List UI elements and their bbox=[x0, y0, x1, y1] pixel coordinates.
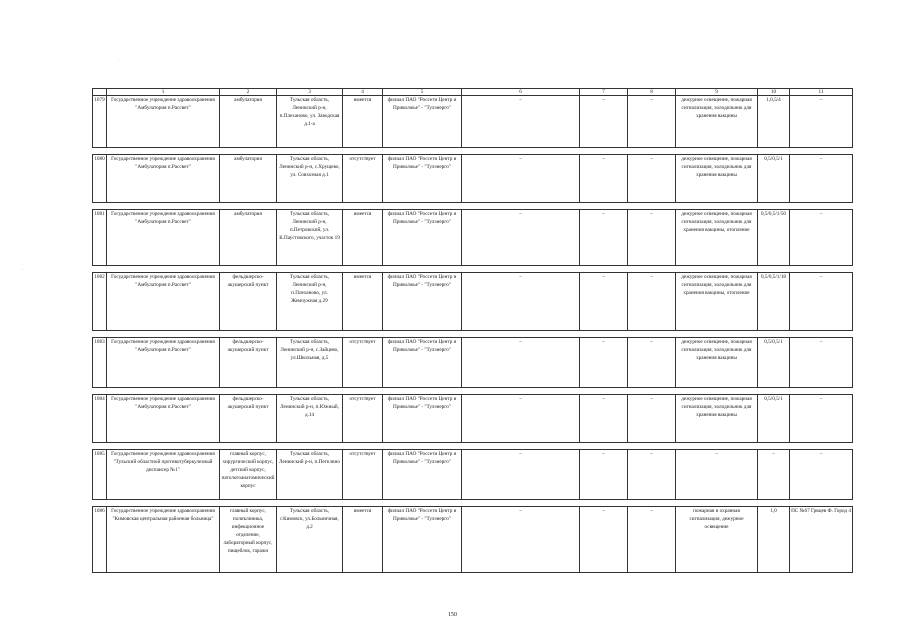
row-separator bbox=[93, 266, 853, 273]
table-cell: филиал ПАО "Россети Центр и Приволжье" - "Тулэнерго" bbox=[383, 338, 462, 388]
table-row bbox=[93, 395, 853, 443]
table-cell: дежурное освещение, пожарная сигнализация, холодильник для хранения вакцины, отопление bbox=[676, 210, 758, 266]
header-cell: 5 bbox=[383, 89, 462, 96]
table-cell: – bbox=[628, 96, 676, 148]
table-cell: – bbox=[580, 96, 628, 148]
separator-cell bbox=[93, 500, 853, 507]
row-separator bbox=[93, 331, 853, 338]
table-cell: – bbox=[580, 338, 628, 388]
row-number-cell: 1085 bbox=[93, 450, 107, 500]
table-cell: имеется bbox=[343, 96, 383, 148]
table-cell: – bbox=[580, 507, 628, 573]
table-cell: Тульская область, Ленинский р-н, п.Петровский, ул. К.Паустовского, участок 19 bbox=[277, 210, 343, 266]
header-cell-blank bbox=[93, 89, 107, 96]
table-cell: Государственное учреждение здравоохранения "Тульский областной противотуберкулезный диспансер №1" bbox=[107, 450, 220, 500]
table-cell: Тульская область, Ленинский р-н, п.Плеханово, ул. Жемчужная д.29 bbox=[277, 273, 343, 331]
row-separator bbox=[93, 388, 853, 395]
table-row bbox=[93, 96, 853, 148]
separator-cell bbox=[93, 203, 853, 210]
table-cell: филиал ПАО "Россети Центр и Приволжье" - "Тулэнерго" bbox=[383, 395, 462, 443]
table-cell: – bbox=[628, 338, 676, 388]
table-cell: филиал ПАО "Россети Центр и Приволжье" - "Тулэнерго" bbox=[383, 273, 462, 331]
table-cell: – bbox=[462, 210, 580, 266]
row-number-cell: 1080 bbox=[93, 155, 107, 203]
table-cell: Государственное учреждение здравоохранения "Амбулатория п.Рассвет" bbox=[107, 338, 220, 388]
header-cell: 9 bbox=[676, 89, 758, 96]
table-cell: – bbox=[462, 450, 580, 500]
table-row bbox=[93, 155, 853, 203]
table-cell: филиал ПАО "Россети Центр и Приволжье" - "Тулэнерго" bbox=[383, 507, 462, 573]
table-row bbox=[93, 338, 853, 388]
table-cell: Тульская область, Ленинский р-н, п.Плеханово, ул. Заводская д.1-а bbox=[277, 96, 343, 148]
table-cell: – bbox=[790, 96, 853, 148]
table-cell: 1,0 bbox=[758, 507, 790, 573]
table-cell: дежурное освещение, пожарная сигнализация, холодильник для хранения вакцины bbox=[676, 155, 758, 203]
separator-cell bbox=[93, 331, 853, 338]
table-cell: Тульская область, Ленинский р-н, п.Южный, д.14 bbox=[277, 395, 343, 443]
table-cell: фельдшерско-акушерский пункт bbox=[220, 338, 277, 388]
page-number: 150 bbox=[448, 612, 457, 618]
table-cell: – bbox=[628, 395, 676, 443]
table-cell: дежурное освещение, пожарная сигнализация, холодильник для хранения вакцины bbox=[676, 338, 758, 388]
table-cell: фельдшерско-акушерский пункт bbox=[220, 273, 277, 331]
table-cell: имеется bbox=[343, 210, 383, 266]
header-cell: 4 bbox=[343, 89, 383, 96]
table-cell: филиал ПАО "Россети Центр и Приволжье" - "Тулэнерго" bbox=[383, 155, 462, 203]
row-number-cell: 1086 bbox=[93, 507, 107, 573]
table-cell: Государственное учреждение здравоохранения "Амбулатория п.Рассвет" bbox=[107, 273, 220, 331]
table-cell: 0,5/0,5/1/18 bbox=[758, 273, 790, 331]
table-cell: имеется bbox=[343, 507, 383, 573]
table-cell: – bbox=[790, 450, 853, 500]
table-cell: отсутствует bbox=[343, 338, 383, 388]
row-number-cell: 1079 bbox=[93, 96, 107, 148]
table-cell: – bbox=[628, 450, 676, 500]
table-cell: – bbox=[462, 155, 580, 203]
table-cell: – bbox=[628, 273, 676, 331]
table-row bbox=[93, 507, 853, 573]
separator-cell bbox=[93, 266, 853, 273]
table-cell: отсутствует bbox=[343, 450, 383, 500]
table-cell: 1,0,5/4 bbox=[758, 96, 790, 148]
table-cell: филиал ПАО "Россети Центр и Приволжье" - "Тулэнерго" bbox=[383, 210, 462, 266]
row-number-cell: 1083 bbox=[93, 338, 107, 388]
header-cell: 1 bbox=[107, 89, 220, 96]
row-separator bbox=[93, 148, 853, 155]
table-cell: дежурное освещение, пожарная сигнализация, холодильник для хранения вакцины bbox=[676, 96, 758, 148]
table-cell: отсутствует bbox=[343, 395, 383, 443]
table-cell: Тульская область, Ленинский р-н, с.Зайцево, ул.Школьная, д.5 bbox=[277, 338, 343, 388]
row-number-cell: 1082 bbox=[93, 273, 107, 331]
scan-mark: · bbox=[118, 58, 120, 63]
table-cell: – bbox=[462, 507, 580, 573]
table-cell: главный корпус, поликлиника, инфекционное отделение, лабораторный корпус, пищеблок, гаражи bbox=[220, 507, 277, 573]
table-cell: – bbox=[462, 96, 580, 148]
table-cell: Тульская область, Ленинский р-н, п.Петелино bbox=[277, 450, 343, 500]
scan-mark: · bbox=[22, 268, 24, 273]
table-cell: фельдшерско-акушерский пункт bbox=[220, 395, 277, 443]
row-separator bbox=[93, 203, 853, 210]
table-cell: – bbox=[628, 507, 676, 573]
table-cell: амбулатория bbox=[220, 155, 277, 203]
table-cell: филиал ПАО "Россети Центр и Приволжье" - "Тулэнерго" bbox=[383, 96, 462, 148]
separator-cell bbox=[93, 388, 853, 395]
table-cell: – bbox=[790, 155, 853, 203]
table-cell: пожарная и охранная сигнализация, дежурное освещение bbox=[676, 507, 758, 573]
table-cell: – bbox=[580, 395, 628, 443]
table-cell: – bbox=[790, 273, 853, 331]
header-cell: 2 bbox=[220, 89, 277, 96]
table-cell: амбулатория bbox=[220, 96, 277, 148]
table-cell: – bbox=[462, 395, 580, 443]
header-cell: 7 bbox=[580, 89, 628, 96]
table-cell: Государственное учреждение здравоохранения "Амбулатория п.Рассвет" bbox=[107, 395, 220, 443]
table-cell: – bbox=[580, 450, 628, 500]
table-cell: ПС №67 Грвцев Ф. Город 4 bbox=[790, 507, 853, 573]
table-cell: – bbox=[758, 450, 790, 500]
separator-cell bbox=[93, 148, 853, 155]
table-cell: – bbox=[580, 273, 628, 331]
table-row bbox=[93, 450, 853, 500]
header-cell: 10 bbox=[758, 89, 790, 96]
table-cell: Государственное учреждение здравоохранения "Амбулатория п.Рассвет" bbox=[107, 155, 220, 203]
row-separator bbox=[93, 500, 853, 507]
separator-cell bbox=[93, 443, 853, 450]
table-cell: Государственное учреждение здравоохранения "Кимовская центральная районная больница" bbox=[107, 507, 220, 573]
registry-table bbox=[92, 88, 853, 573]
table-cell: филиал ПАО "Россети Центр и Приволжье" - "Тулэнерго" bbox=[383, 450, 462, 500]
table-body bbox=[93, 96, 853, 573]
table-cell: 0,5/0,5/1/50 bbox=[758, 210, 790, 266]
table-cell: – bbox=[790, 210, 853, 266]
table-cell: Государственное учреждение здравоохранения "Амбулатория п.Рассвет" bbox=[107, 96, 220, 148]
table-cell: 0,5/0,5/1 bbox=[758, 395, 790, 443]
table-cell: отсутствует bbox=[343, 155, 383, 203]
table-cell: амбулатория bbox=[220, 210, 277, 266]
table-cell: – bbox=[580, 210, 628, 266]
table-cell: имеется bbox=[343, 273, 383, 331]
table-cell: – bbox=[676, 450, 758, 500]
row-separator bbox=[93, 443, 853, 450]
table-row bbox=[93, 210, 853, 266]
table-cell: дежурное освещение, пожарная сигнализация, холодильник для хранения вакцины, отопление bbox=[676, 273, 758, 331]
table-header-row bbox=[93, 89, 853, 96]
header-cell: 8 bbox=[628, 89, 676, 96]
table-cell: 0,5/0,5/1 bbox=[758, 155, 790, 203]
row-number-cell: 1081 bbox=[93, 210, 107, 266]
table-row bbox=[93, 273, 853, 331]
header-cell: 6 bbox=[462, 89, 580, 96]
table-cell: – bbox=[790, 338, 853, 388]
row-number-cell: 1084 bbox=[93, 395, 107, 443]
table-cell: – bbox=[628, 155, 676, 203]
table-cell: – bbox=[580, 155, 628, 203]
table-cell: – bbox=[462, 273, 580, 331]
table-cell: дежурное освещение, пожарная сигнализация, холодильник для хранения вакцины bbox=[676, 395, 758, 443]
header-cell: 3 bbox=[277, 89, 343, 96]
table-cell: Тульская область, Ленинский р-н, с.Хрущево, ул. Совхозная д.1 bbox=[277, 155, 343, 203]
table-cell: 0,5/0,5/1 bbox=[758, 338, 790, 388]
table-cell: – bbox=[628, 210, 676, 266]
table-cell: главный корпус, хирургический корпус, детский корпус, патологоанатомический корпус bbox=[220, 450, 277, 500]
table-cell: – bbox=[790, 395, 853, 443]
table-cell: Государственное учреждение здравоохранения "Амбулатория п.Рассвет" bbox=[107, 210, 220, 266]
header-cell: 11 bbox=[790, 89, 853, 96]
table-cell: Тульская область, г.Кимовск, ул.Больничная, д.2 bbox=[277, 507, 343, 573]
table-cell: – bbox=[462, 338, 580, 388]
